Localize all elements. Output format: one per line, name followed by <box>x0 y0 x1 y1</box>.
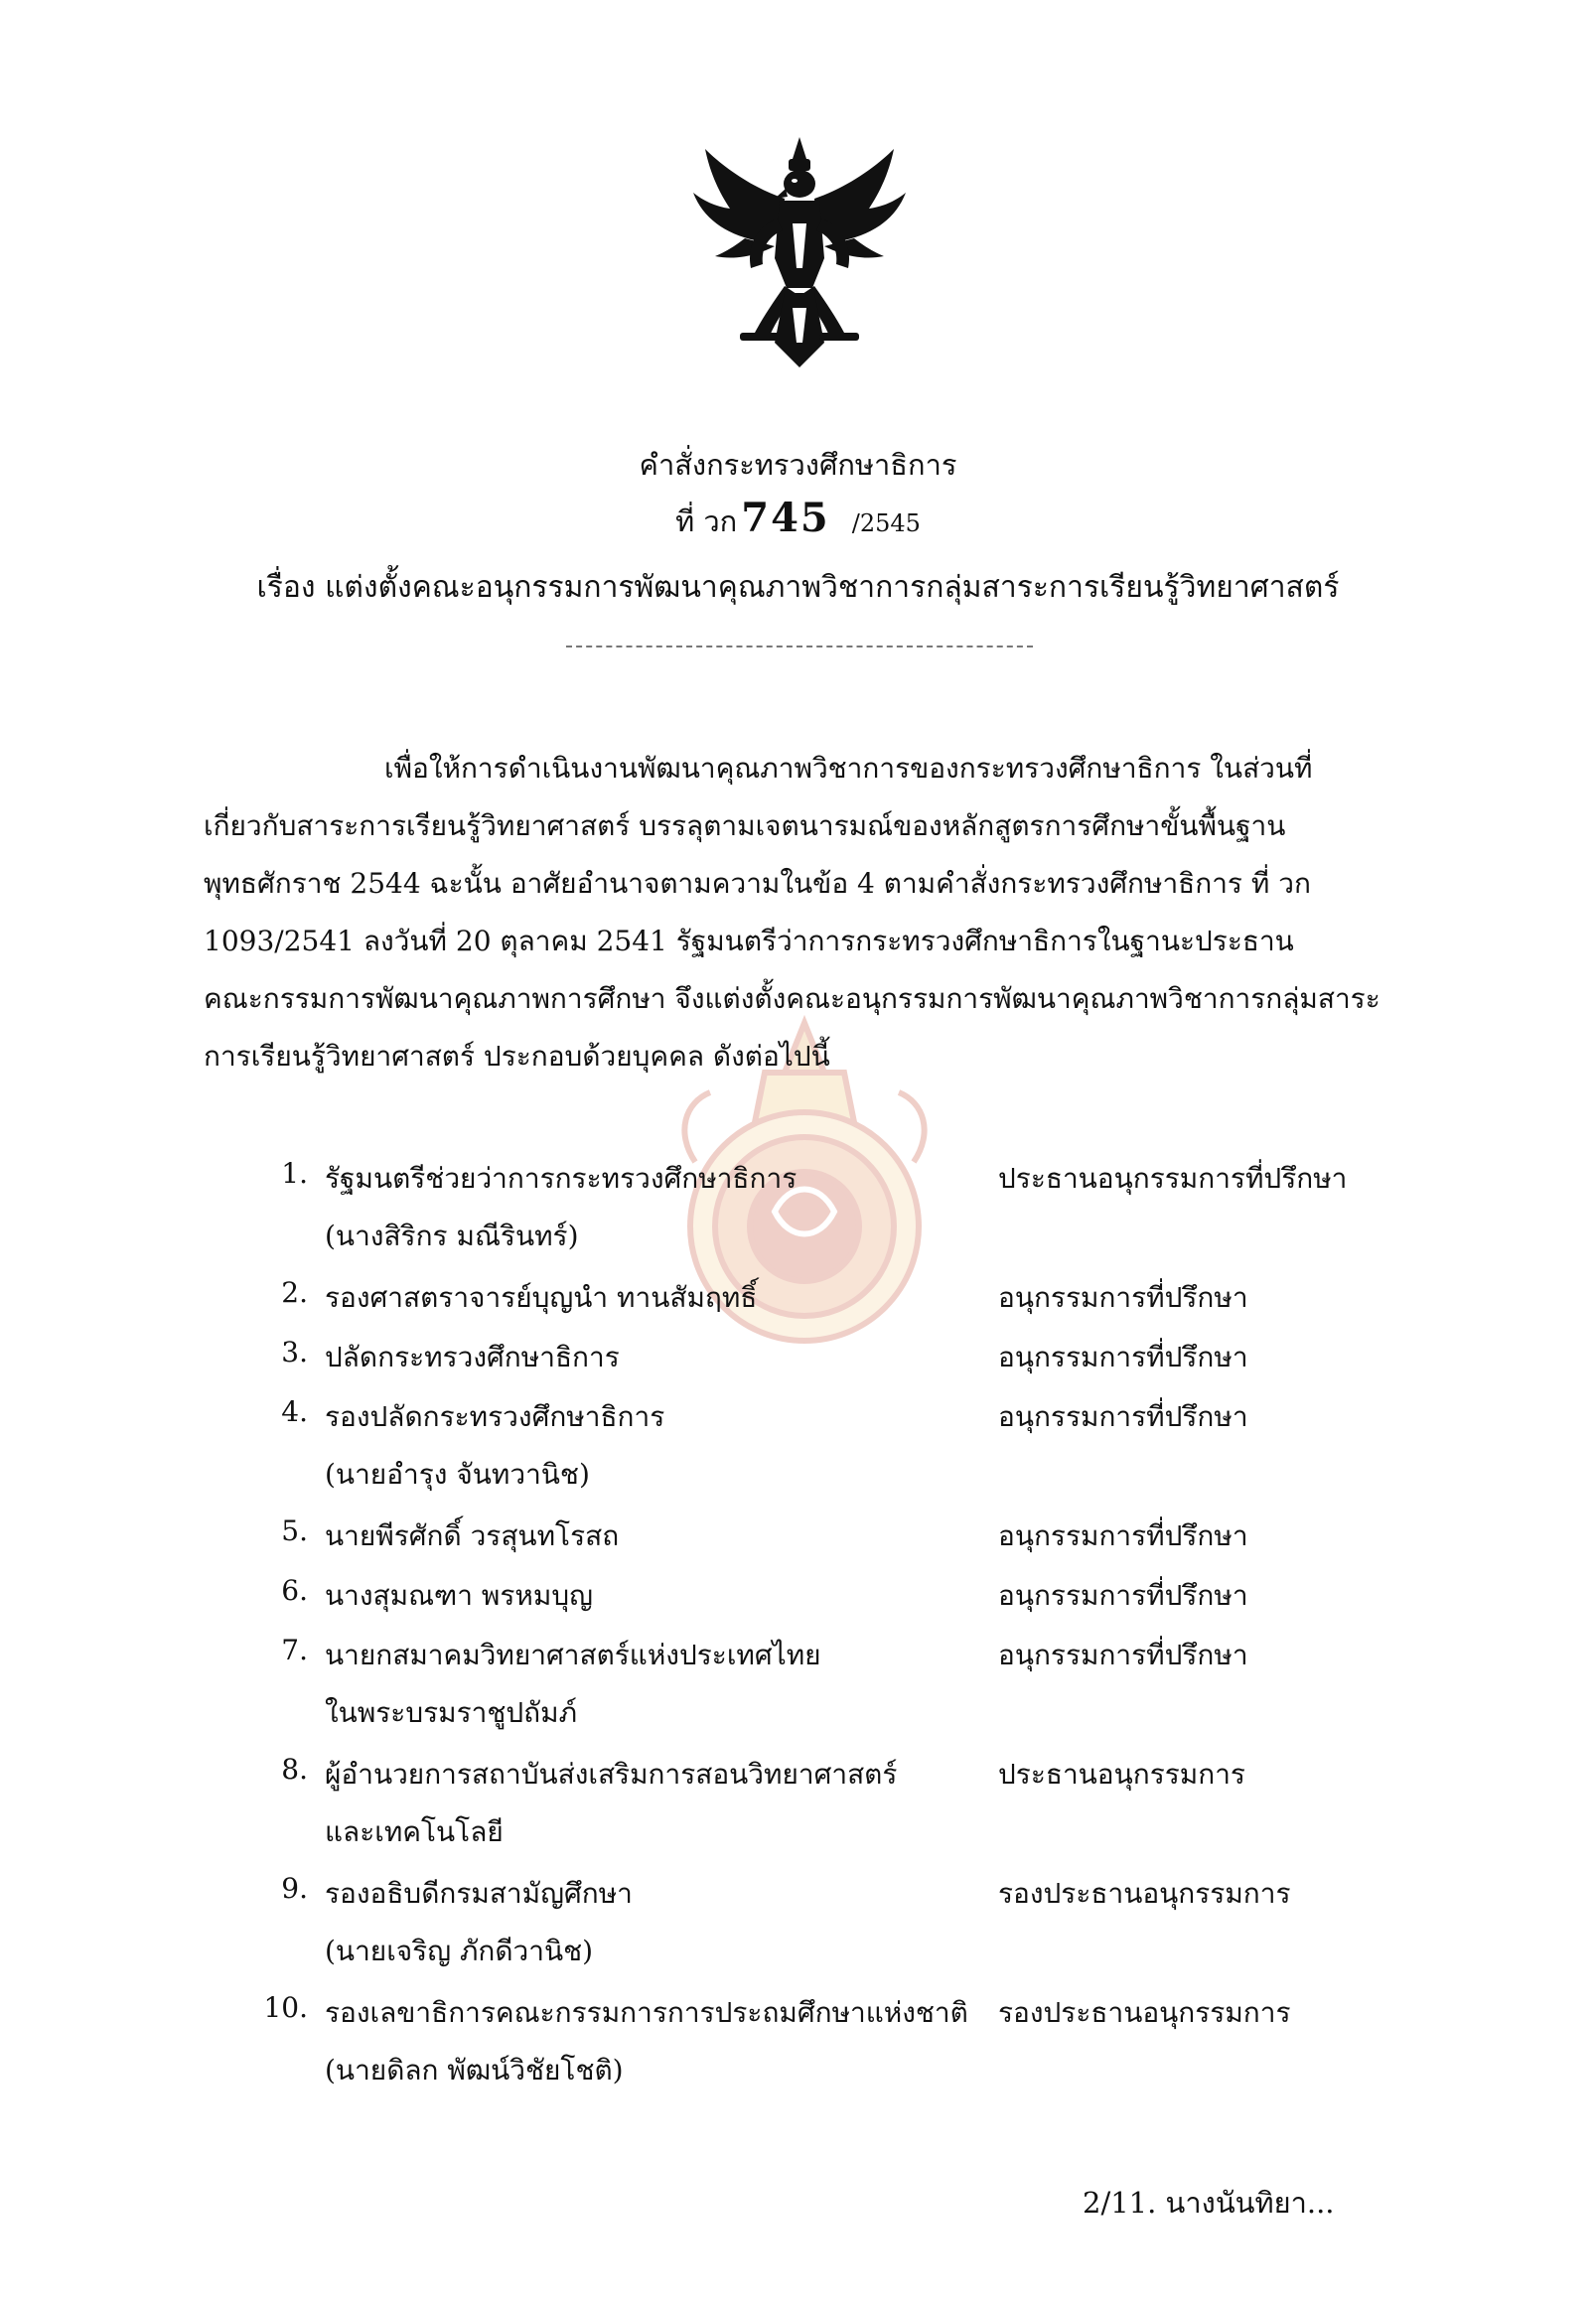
member-name: (นายเจริญ ภักดีวานิช) <box>325 1935 594 1967</box>
list-item <box>263 1157 1415 1276</box>
member-role: อนุกรรมการที่ปรึกษา <box>998 1281 1248 1314</box>
item-number: 9. <box>281 1872 308 1905</box>
body-line: พุทธศักราช 2544 ฉะนั้น อาศัยอำนาจตามความในข้อ 4 ตามคำสั่งกระทรวงศึกษาธิการ ที่ วก <box>204 867 1311 900</box>
order-number-year: /2545 <box>851 509 921 537</box>
member-role: อนุกรรมการที่ปรึกษา <box>998 1639 1248 1671</box>
body-line: คณะกรรมการพัฒนาคุณภาพการศึกษา จึงแต่งตั้งคณะอนุกรรมการพัฒนาคุณภาพวิชาการกลุ่มสาระ <box>204 982 1380 1015</box>
item-number: 6. <box>281 1574 308 1607</box>
garuda-emblem-icon <box>685 129 914 377</box>
item-number: 5. <box>281 1514 308 1547</box>
member-role: รองประธานอนุกรรมการ <box>998 1877 1291 1910</box>
list-item <box>263 1574 1415 1634</box>
body-line: เพื่อให้การดำเนินงานพัฒนาคุณภาพวิชาการของกระทรวงศึกษาธิการ ในส่วนที่ <box>384 752 1313 785</box>
item-number: 7. <box>281 1634 308 1666</box>
member-name: ในพระบรมราชูปถัมภ์ <box>325 1696 578 1729</box>
member-position: รองปลัดกระทรวงศึกษาธิการ <box>325 1400 665 1433</box>
order-number-prefix: ที่ วก <box>675 504 738 538</box>
member-position: รองศาสตราจารย์บุญนำ ทานสัมฤทธิ์ <box>325 1281 758 1314</box>
member-name: และเทคโนโลยี <box>325 1815 504 1848</box>
body-line: เกี่ยวกับสาระการเรียนรู้วิทยาศาสตร์ บรรลุตามเจตนารมณ์ของหลักสูตรการศึกษาขั้นพื้นฐาน <box>204 809 1286 842</box>
item-number: 1. <box>281 1157 308 1190</box>
document-title: คำสั่งกระทรวงศึกษาธิการ <box>639 448 957 482</box>
member-position: นายกสมาคมวิทยาศาสตร์แห่งประเทศไทย <box>325 1639 821 1671</box>
member-position: รัฐมนตรีช่วยว่าการกระทรวงศึกษาธิการ <box>325 1162 798 1195</box>
member-position: รองอธิบดีกรมสามัญศึกษา <box>325 1877 633 1910</box>
member-role: ประธานอนุกรรมการ <box>998 1758 1245 1791</box>
list-item <box>263 1753 1415 1872</box>
page-continuation: 2/11. นางนันทิยา... <box>1083 2186 1335 2220</box>
body-line: การเรียนรู้วิทยาศาสตร์ ประกอบด้วยบุคคล ดังต่อไปนี้ <box>204 1040 830 1073</box>
list-item <box>263 1336 1415 1395</box>
order-number <box>0 495 1596 543</box>
member-role: อนุกรรมการที่ปรึกษา <box>998 1519 1248 1552</box>
header-divider <box>566 646 1033 648</box>
list-item <box>263 1276 1415 1336</box>
member-name: (นายดิลก พัฒน์วิชัยโชติ) <box>325 2054 624 2087</box>
member-position: รองเลขาธิการคณะกรรมการการประถมศึกษาแห่งชาติ <box>325 1996 968 2029</box>
member-role: อนุกรรมการที่ปรึกษา <box>998 1341 1248 1373</box>
item-number: 3. <box>281 1336 308 1368</box>
list-item <box>263 1514 1415 1574</box>
member-role: อนุกรรมการที่ปรึกษา <box>998 1400 1248 1433</box>
item-number: 10. <box>263 1991 308 2024</box>
body-paragraph <box>204 740 1395 1085</box>
member-position: ปลัดกระทรวงศึกษาธิการ <box>325 1341 620 1373</box>
member-position: นางสุมณฑา พรหมบุญ <box>325 1579 593 1612</box>
document-subject: เรื่อง แต่งตั้งคณะอนุกรรมการพัฒนาคุณภาพวิชาการกลุ่มสาระการเรียนรู้วิทยาศาสตร์ <box>256 570 1340 605</box>
member-position: ผู้อำนวยการสถาบันส่งเสริมการสอนวิทยาศาสตร์ <box>325 1758 898 1791</box>
list-item <box>263 1634 1415 1753</box>
list-item <box>263 1991 1415 2110</box>
body-line: 1093/2541 ลงวันที่ 20 ตุลาคม 2541 รัฐมนตรีว่าการกระทรวงศึกษาธิการในฐานะประธาน <box>204 925 1294 957</box>
member-role: รองประธานอนุกรรมการ <box>998 1996 1291 2029</box>
list-item <box>263 1395 1415 1514</box>
member-role: ประธานอนุกรรมการที่ปรึกษา <box>998 1162 1348 1195</box>
member-role: อนุกรรมการที่ปรึกษา <box>998 1579 1248 1612</box>
member-name: (นายอำรุง จันทวานิช) <box>325 1458 590 1491</box>
item-number: 2. <box>281 1276 308 1309</box>
item-number: 4. <box>281 1395 308 1428</box>
item-number: 8. <box>281 1753 308 1786</box>
order-number-value: 745 <box>741 495 830 541</box>
member-name: (นางสิริกร มณีรินทร์) <box>325 1220 579 1252</box>
member-list <box>263 1157 1415 2110</box>
member-position: นายพีรศักดิ์ วรสุนทโรสถ <box>325 1519 620 1552</box>
list-item <box>263 1872 1415 1991</box>
